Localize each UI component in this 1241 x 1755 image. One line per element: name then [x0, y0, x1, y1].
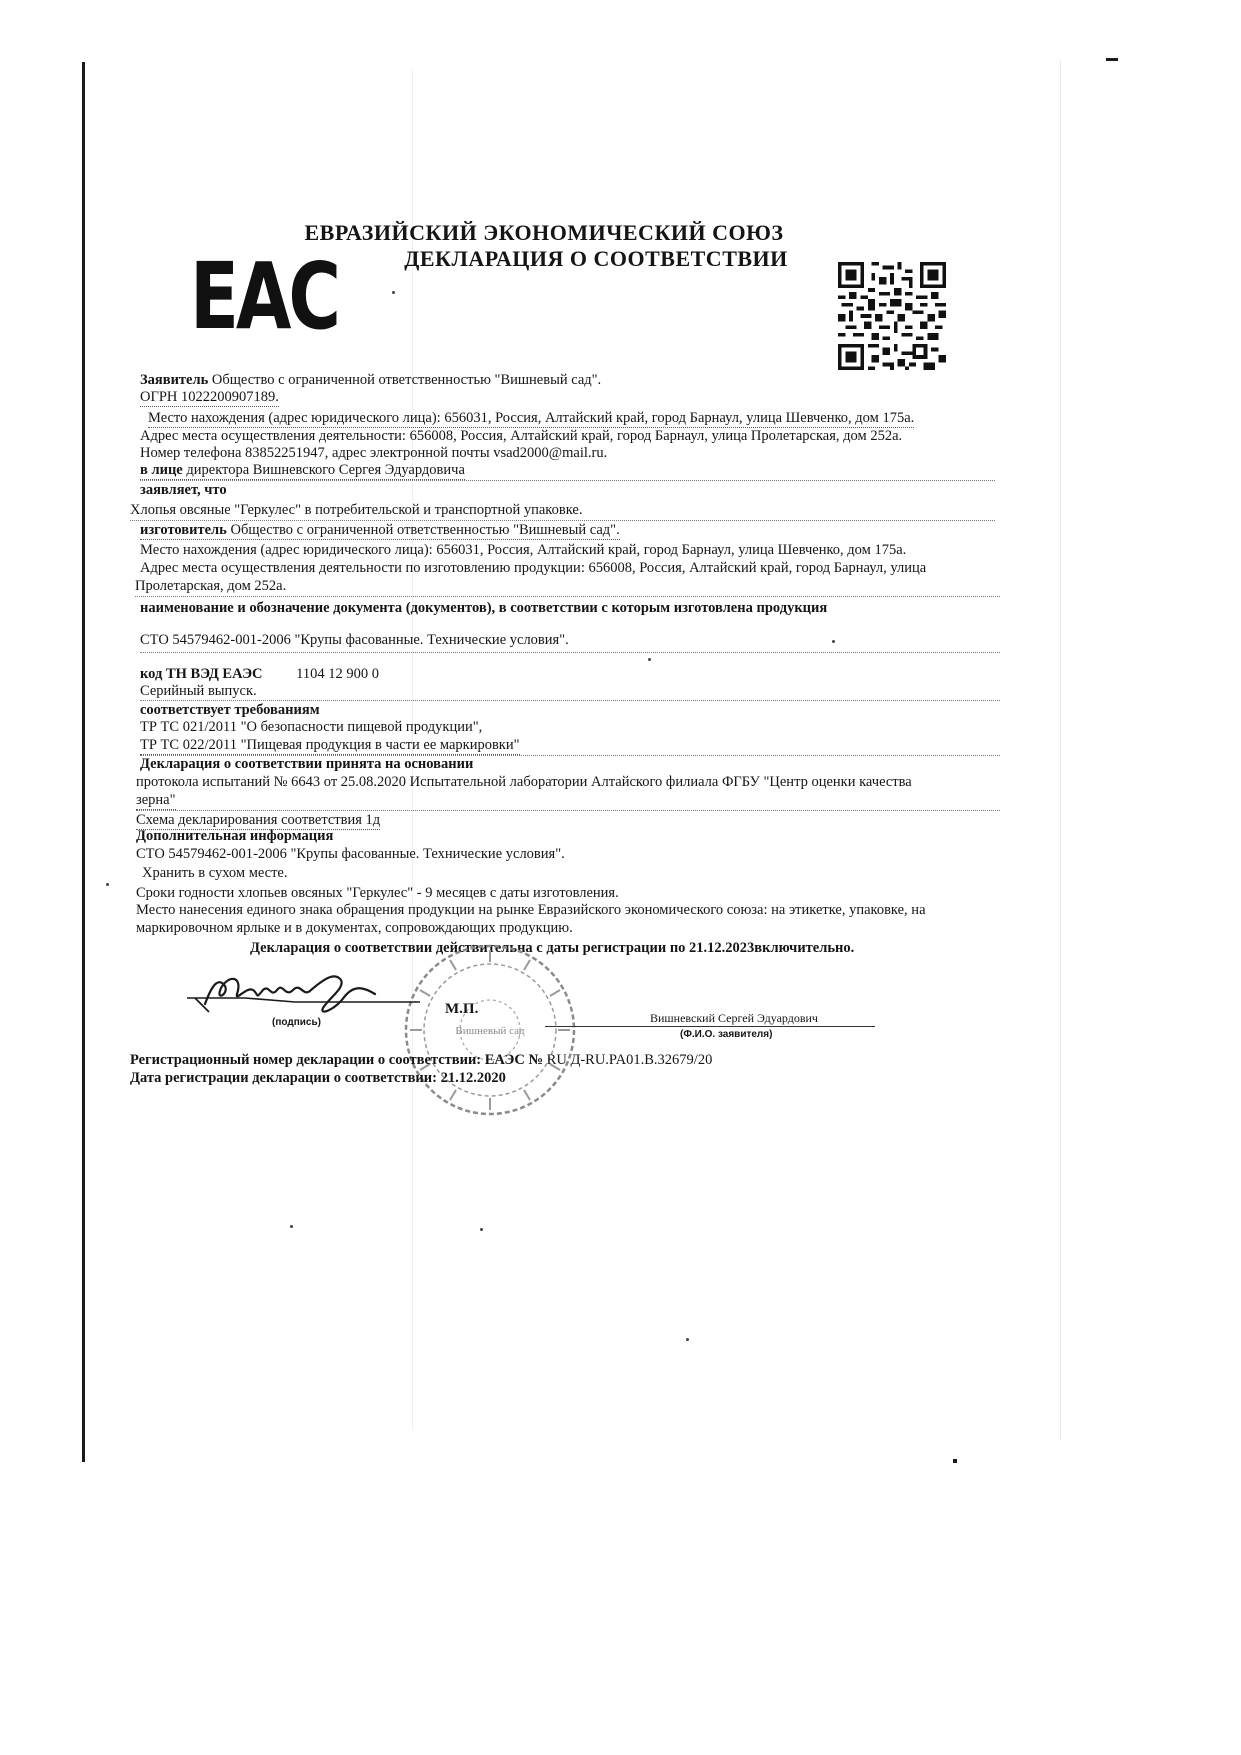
signer-name-caption: (Ф.И.О. заявителя)	[680, 1029, 773, 1040]
manufacturer-production-address-2: Пролетарская, дом 252а.	[135, 578, 287, 594]
declares-label: заявляет, что	[140, 482, 227, 498]
seal-stamp-icon	[400, 940, 580, 1120]
hs-code-line	[140, 666, 379, 682]
manufacturer-legal-address: Место нахождения (адрес юридического лица): 656031, Россия, Алтайский край, город Барнаул, улица Шевченко, дом 175а.	[140, 542, 907, 558]
additional-line-3: Сроки годности хлопьев овсяных "Геркулес" - 9 месяцев с даты изготовления.	[136, 885, 619, 901]
additional-label: Дополнительная информация	[136, 828, 334, 844]
basis-line-1: протокола испытаний № 6643 от 25.08.2020 Испытательной лаборатории Алтайского филиала ФГБУ "Центр оценки качества	[136, 774, 912, 790]
requirements-label: соответствует требованиям	[140, 702, 320, 718]
registration-number-label: Регистрационный номер декларации о соответствии: ЕАЭС №	[130, 1052, 544, 1068]
stamp-mp-label: М.П.	[445, 1001, 479, 1017]
signer-name: Вишневский Сергей Эдуардович	[650, 1011, 818, 1025]
registration-number-value: RU Д-RU.PA01.B.32679/20	[546, 1052, 713, 1068]
manufacturer-production-address-1: Адрес места осуществления деятельности по изготовлению продукции: 656008, Россия, Алтайский край, город Барнаул, улица	[140, 560, 927, 576]
basis-line-2: зерна"	[136, 792, 176, 808]
requirement-item-2: ТР ТС 022/2011 "Пищевая продукция в части ее маркировки"	[140, 737, 520, 753]
manufacturer-line	[140, 522, 620, 540]
documents-label: наименование и обозначение документа (документов), в соответствии с которым изготовлена продукция	[140, 600, 828, 616]
applicant-line	[140, 372, 601, 388]
applicant-legal-address: Место нахождения (адрес юридического лица): 656031, Россия, Алтайский край, город Барнаул, улица Шевченко, дом 175а.	[148, 410, 915, 426]
additional-line-1: СТО 54579462-001-2006 "Крупы фасованные. Технические условия".	[136, 846, 565, 862]
basis-scheme: Схема декларирования соответствия 1д	[136, 812, 381, 828]
registration-date-line	[130, 1070, 506, 1086]
documents-value: СТО 54579462-001-2006 "Крупы фасованные. Технические условия".	[140, 632, 569, 648]
additional-line-5: маркировочном ярлыке и в документах, сопровождающих продукцию.	[136, 920, 573, 936]
basis-label: Декларация о соответствии принята на основании	[140, 756, 474, 772]
rule-hs	[140, 700, 1000, 701]
signature-caption: (подпись)	[272, 1017, 321, 1028]
additional-line-4: Место нанесения единого знака обращения продукции на рынке Евразийского экономического союза: на этикетке, упаковке, на	[136, 902, 926, 918]
rule-basis	[136, 810, 1000, 811]
validity-statement: Декларация о соответствии действительна с даты регистрации по 21.12.2023включительно.	[250, 940, 855, 956]
additional-line-2: Хранить в сухом месте.	[142, 865, 288, 881]
hs-code-value: 1104 12 900 0	[296, 666, 379, 682]
represented-label: в лице	[140, 462, 183, 478]
applicant-name: Общество с ограниченной ответственностью "Вишневый сад".	[211, 372, 602, 388]
eac-logo-text: EAC	[190, 243, 338, 351]
rule-applicant	[140, 480, 995, 481]
requirement-item-1: ТР ТС 021/2011 "О безопасности пищевой продукции",	[140, 719, 483, 735]
registration-date-label: Дата регистрации декларации о соответствии:	[130, 1070, 437, 1086]
declaration-title: ДЕКЛАРАЦИЯ О СООТВЕТСТВИИ	[404, 246, 788, 271]
applicant-activity-address: Адрес места осуществления деятельности: 656008, Россия, Алтайский край, город Барнаул, улица Пролетарская, дом 252а.	[140, 428, 903, 444]
applicant-ogrn: ОГРН 1022200907189.	[140, 389, 279, 405]
manufacturer-label: изготовитель	[140, 522, 227, 538]
registration-number-line	[130, 1052, 712, 1068]
rule-product	[130, 520, 995, 521]
stamp-center-text: Вишневый сад	[455, 1025, 525, 1037]
declares-product: Хлопья овсяные "Геркулес" в потребительской и транспортной упаковке.	[130, 502, 583, 518]
rule-documents	[140, 652, 1000, 653]
registration-date-value: 21.12.2020	[440, 1070, 506, 1086]
manufacturer-name: Общество с ограниченной ответственностью "Вишневый сад".	[230, 522, 620, 538]
rule-manufacturer	[135, 596, 1000, 597]
applicant-represented	[140, 462, 465, 480]
union-title: ЕВРАЗИЙСКИЙ ЭКОНОМИЧЕСКИЙ СОЮЗ	[304, 220, 784, 245]
represented-value: директора Вишневского Сергея Эдуардовича	[186, 462, 465, 478]
signer-name-rule	[545, 1026, 875, 1027]
applicant-label: Заявитель	[140, 372, 209, 388]
applicant-contacts: Номер телефона 83852251947, адрес электронной почты vsad2000@mail.ru.	[140, 445, 608, 461]
release-type: Серийный выпуск.	[140, 683, 257, 699]
signature-icon	[185, 968, 420, 1018]
hs-code-label: код ТН ВЭД ЕАЭС	[140, 666, 263, 682]
